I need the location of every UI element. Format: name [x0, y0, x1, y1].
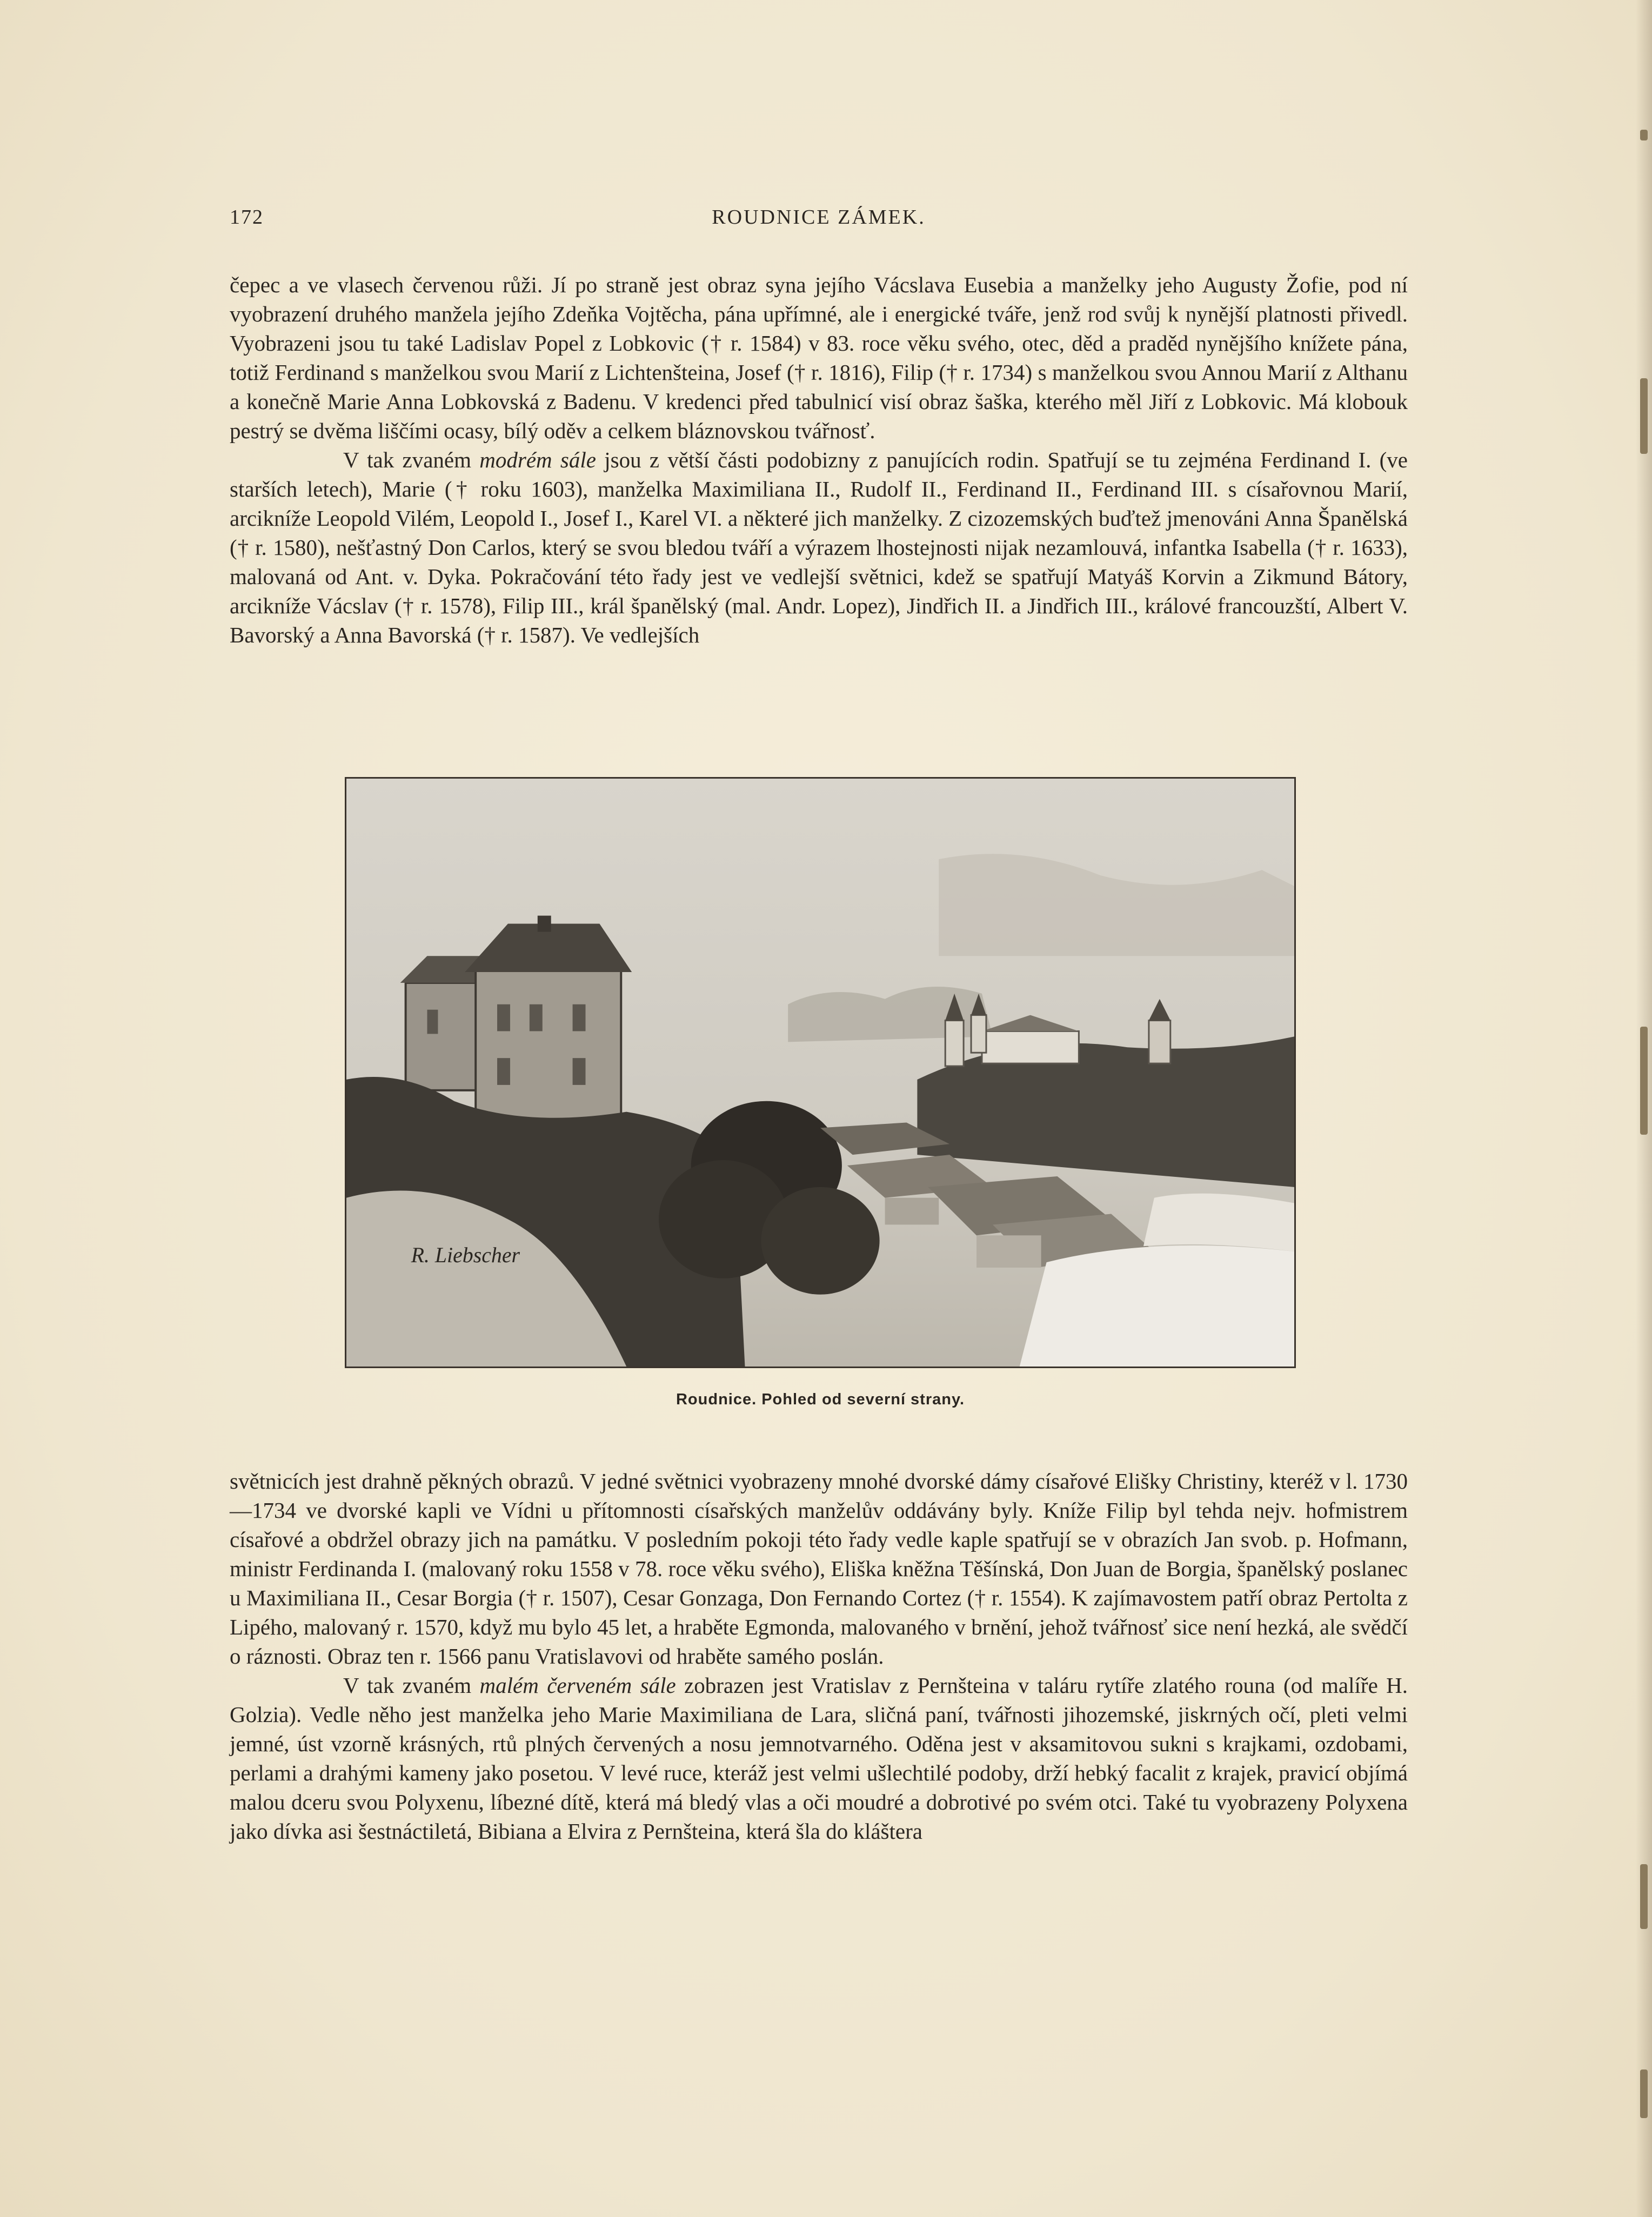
binding-mark [1640, 378, 1648, 454]
page-number: 172 [230, 206, 264, 229]
binding-mark [1640, 130, 1648, 140]
binding-mark [1640, 2069, 1648, 2118]
paragraph-lead: V tak zvaném [343, 447, 480, 472]
figure-illustration [345, 777, 1296, 1368]
foreground-ground [1020, 1245, 1294, 1367]
paragraph-lead: V tak zvaném [343, 1673, 480, 1698]
top-text-block [230, 270, 1408, 649]
paragraph [230, 1671, 1408, 1846]
distant-tower [1149, 1021, 1171, 1064]
paragraph: světnicích jest drahně pěkných obrazů. V jedné světnici vyobrazeny mnohé dvorské dámy císařové Elišky Christiny, kteréž v l. 1730—1734 ve dvorské kapli ve Vídni u přítomnosti císařských manželův oddávány byly. Kníže Filip byl tehda nejv. hofmistrem císařové a obdržel obrazy jich na památku. V posledním pokoji této řady vedle kaple spatřují se v obrazích Jan svob. p. Hofmann, ministr Ferdinanda I. (malovaný roku 1558 v 78. roce věku svého), Eliška kněžna Těšínská, Don Juan de Borgia, španělský poslanec u Maximiliana II., Cesar Borgia († r. 1507), Cesar Gonzaga, Don Fernando Cortez († r. 1554). K zajímavostem patří obraz Pertolta z Lipého, malovaný r. 1570, když mu bylo 45 let, a hraběte Egmonda, malovaného v brnění, jehož tvářnosť sice není hezká, ale svědčí o ráznosti. Obraz ten r. 1566 panu Vratislavovi od hraběte samého poslán. [230, 1469, 1408, 1669]
figure-caption: Roudnice. Pohled od severní strany. [675, 1391, 965, 1408]
italic-term: modrém sále [479, 447, 596, 472]
binding-mark [1640, 1027, 1648, 1135]
artist-signature: R. Liebscher [411, 1243, 520, 1268]
church-building [982, 1031, 1079, 1063]
castle-chimney [538, 916, 551, 932]
running-title: ROUDNICE ZÁMEK. [712, 206, 926, 229]
page-header [230, 205, 1408, 238]
paragraph: čepec a ve vlasech červenou růži. Jí po straně jest obraz syna jejího Vácslava Eusebia a manželky jeho Augusty Žofie, pod ní vyobrazení druhého manžela jejího Zdeňka Vojtěcha, pána upřímné, ale i energické tváře, jenž rod svůj k nynější platnosti přivedl. Vyobrazeni jsou tu také Ladislav Popel z Lobkovic († r. 1584) v 83. roce věku svého, otec, děd a praděd nynějšího knížete pána, totiž Ferdinand s manželkou svou Marií z Lichtenšteina, Josef († r. 1816), Filip († r. 1734) s manželkou svou Annou Marií z Althanu a konečně Marie Anna Lobkovská z Badenu. V kredenci před tabulnicí visí obraz šaška, kterého měl Jiří z Lobkovic. Má klobouk pestrý se dvěma liščími ocasy, bílý oděv a celkem bláznovskou tvářnosť. [230, 272, 1408, 443]
castle-main-block [476, 967, 621, 1138]
bottom-text-block [230, 1466, 1408, 1846]
paragraph-text: zobrazen jest Vratislav z Pernšteina v taláru rytíře zlatého rouna (od malíře H. Golzia). Vedle něho jest manželka jeho Marie Maximiliana de Lara, sličná paní, tvářnosti jihozemské, jiskrných očí, pleti velmi jemné, úst vzorně krásných, rtů plných červených a nosu jemnotvarného. Oděna jest v aksamitovou sukni s krajkami, ozdobami, perlami a drahými kameny jako posetou. V levé ruce, kteráž jest velmi ušlechtilé podoby, drží hebký facalit z krajek, pravicí objímá malou dceru svou Polyxenu, líbezné dítě, která má bledý vlas a oči moudré a dobrotivé po svém otci. Také tu vyobrazeny Polyxena jako dívka asi šestnáctiletá, Bibiana a Elvira z Pernšteina, která šla do kláštera [230, 1673, 1408, 1844]
italic-term: malém červeném sále [479, 1673, 676, 1698]
tree-cluster [761, 1187, 879, 1295]
church-tower [945, 1021, 964, 1067]
binding-mark [1640, 1864, 1648, 1929]
paragraph-text: jsou z větší části podobizny z panujících rodin. Spatřují se tu zejména Ferdinand I. (ve starších letech), Marie († roku 1603), manželka Maximiliana II., Rudolf II., Ferdinand II., Ferdinand III. s císařovnou Marií, arcikníže Leopold Vilém, Leopold I., Josef I., Karel VI. a některé jich manželky. Z cizozemských buďtež jmenováni Anna Španělská († r. 1580), nešťastný Don Carlos, který se svou bledou tváří a výrazem lhostejnosti nijak nezamlouvá, infantka Isabella († r. 1633), malovaná od Ant. v. Dyka. Pokračování této řady jest ve vedlejší světnici, kdež se spatřují Matyáš Korvin a Zikmund Bátory, arcikníže Vácslav († r. 1578), Filip III., král španělský (mal. Andr. Lopez), Jindřich II. a Jindřich III., králové francouzští, Albert V. Bavorský a Anna Bavorská († r. 1587). Ve vedlejších [230, 447, 1408, 647]
castle-illustration [346, 779, 1294, 1367]
church-tower [971, 1015, 986, 1053]
castle-left-wing [406, 983, 481, 1090]
paragraph [230, 445, 1408, 649]
river-mist [1143, 1194, 1294, 1251]
